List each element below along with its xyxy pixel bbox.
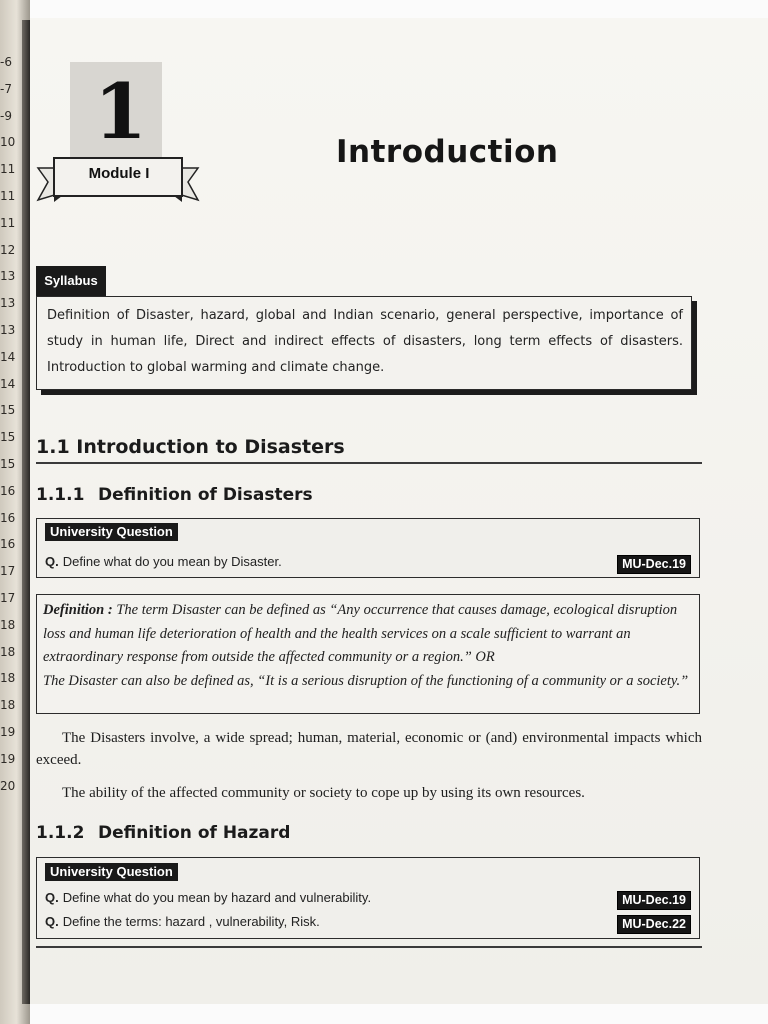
bottom-rule [36,946,702,948]
definition-body-1: The term Disaster can be defined as “Any occurrence that causes damage, ecological disruption loss and human life deterioration of health and the health services on a scale sufficient to warrant an extraordinary response from outside the affected community or a region.” OR [43,602,678,665]
margin-index-number: -6 [0,55,12,69]
margin-index-number: 12 [0,242,16,257]
section-number: 1.1 [36,436,70,458]
exam-badge: MU-Dec.19 [617,555,691,574]
question-text: Define what do you mean by hazard and vulnerability. [62,890,372,905]
margin-index-number: 14 [0,349,16,364]
paragraph: The ability of the affected community or society to cope up by using its own resources. [62,785,585,801]
question-line [45,914,320,929]
margin-index-number: 13 [0,323,16,337]
margin-index-number: 20 [0,778,16,793]
section-number: 1.1.2 [36,823,85,843]
definition-box [36,594,700,714]
section-number: 1.1.1 [36,485,85,505]
margin-index-number: 18 [0,617,16,632]
question-line [45,890,371,905]
margin-index-number: 15 [0,403,16,418]
section-title: Definition of Hazard [98,823,291,843]
syllabus-text: Definition of Disaster, hazard, global and Indian scenario, general perspective, importance of study in human life, Direct and indirect effects of disasters, long term effects of disasters. Introduction to global warming and climate change. [47,308,683,375]
exam-badge: MU-Dec.19 [617,891,691,910]
margin-index-number: -7 [0,81,12,96]
question-text: Define the terms: hazard , vulnerability, Risk. [62,914,320,929]
margin-index-number: -9 [0,108,12,123]
section-rule [36,462,702,464]
syllabus-box [36,296,692,390]
margin-index-number: 16 [0,537,16,552]
question-mark-label: Q. [45,890,59,905]
bottom-margin [0,1004,768,1024]
question-text: Define what do you mean by Disaster. [62,554,282,569]
section-heading-1-1 [36,436,345,458]
definition-label: Definition : [43,602,113,618]
module-label: Module I [88,165,150,182]
margin-index-number: 19 [0,751,16,766]
paragraph: The Disasters involve, a wide spread; human, material, economic or (and) environmental impacts which exceed. [36,730,702,768]
page-title: Introduction [336,134,559,170]
margin-index-number: 14 [0,376,16,391]
university-question-box-2 [36,857,700,939]
university-question-tag: University Question [45,523,178,541]
margin-index-number: 18 [0,671,16,686]
definition-body-2: The Disaster can also be defined as, “It is a serious disruption of the functioning of a community or a society.” [43,672,689,689]
module-number: 1 [94,67,147,156]
margin-index-number: 10 [0,135,16,150]
margin-index-number: 11 [0,162,16,177]
university-question-tag: University Question [45,863,178,881]
margin-index-number: 17 [0,564,16,579]
question-line [45,554,282,569]
definition-text [43,599,693,693]
margin-index-number: 15 [0,430,16,445]
exam-badge: MU-Dec.22 [617,915,691,934]
section-title: Definition of Disasters [98,485,313,505]
margin-index-number: 17 [0,591,16,605]
book-spine [22,20,30,1004]
section-heading-1-1-2 [36,823,290,843]
syllabus-tag: Syllabus [36,266,106,296]
top-margin [0,0,768,18]
section-heading-1-1-1 [36,485,313,505]
margin-index-number: 13 [0,269,16,284]
margin-index-number: 13 [0,296,16,311]
margin-index-number: 18 [0,698,16,713]
margin-index-number: 16 [0,510,16,525]
margin-index-number: 16 [0,483,16,498]
margin-index-number: 18 [0,644,16,659]
question-mark-label: Q. [45,914,59,929]
margin-index-number: 19 [0,725,16,739]
question-mark-label: Q. [45,554,59,569]
university-question-box-1 [36,518,700,578]
margin-index-number: 15 [0,457,16,471]
section-title: Introduction to Disasters [76,436,345,458]
margin-index-number: 11 [0,189,16,203]
margin-index-number: 11 [0,215,16,230]
